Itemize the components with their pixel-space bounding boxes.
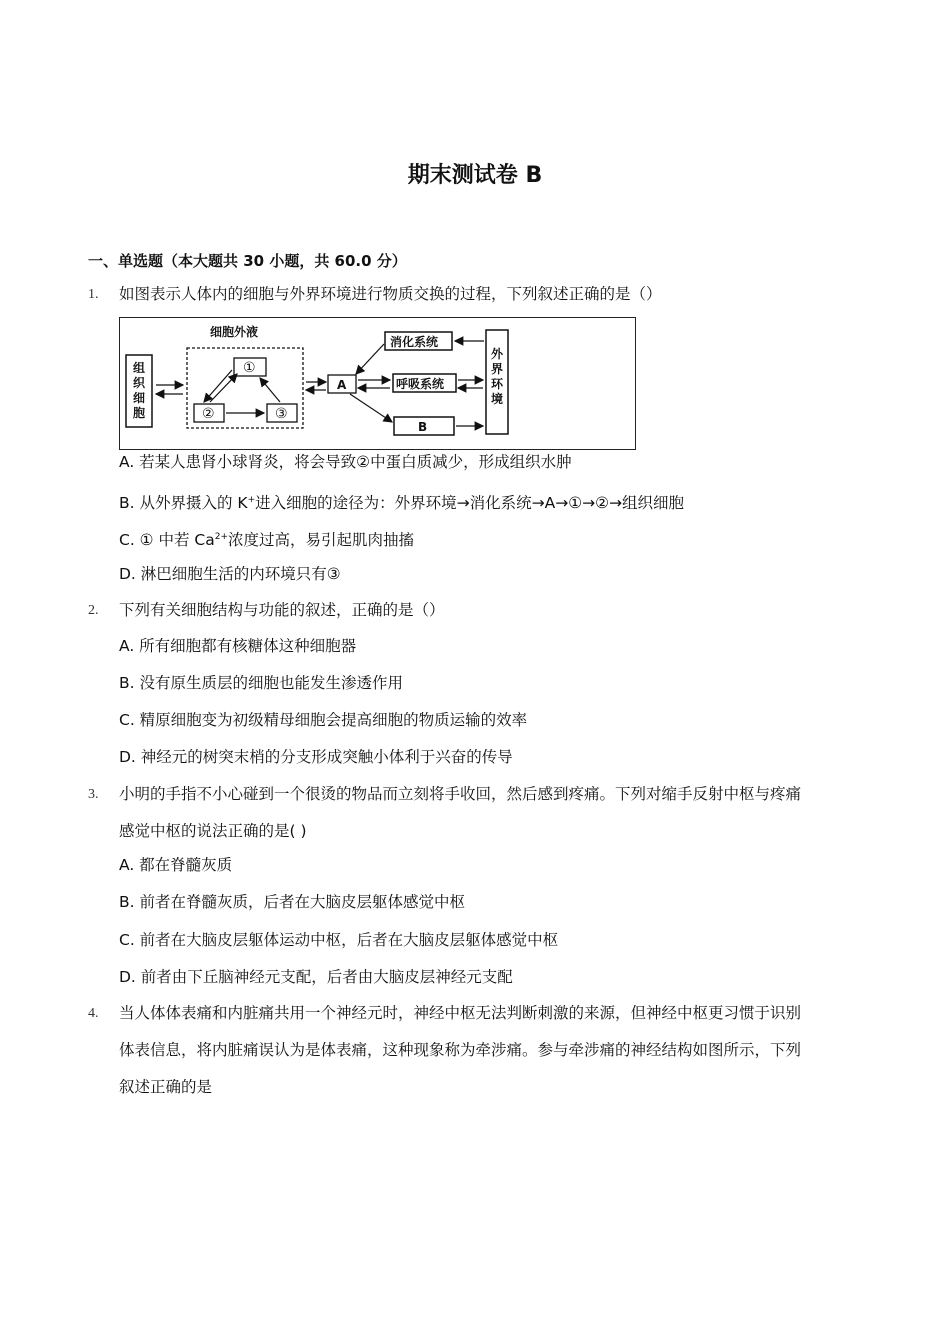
question-stem: 如图表示人体内的细胞与外界环境进行物质交换的过程，下列叙述正确的是（） xyxy=(119,285,662,303)
question-1 xyxy=(88,276,868,313)
question-stem-line-3: 叙述正确的是 xyxy=(119,1078,213,1096)
q3-option-b: B. 前者在脊髓灰质，后者在大脑皮层躯体感觉中枢 xyxy=(119,893,465,911)
svg-text:界: 界 xyxy=(491,362,504,376)
q1-option-c-pre: C. ① 中若 Ca xyxy=(119,531,215,550)
q2-option-b: B. 没有原生质层的细胞也能发生渗透作用 xyxy=(119,674,403,692)
node-b xyxy=(394,417,454,435)
q2-option-d: D. 神经元的树突末梢的分支形成突触小体利于兴奋的传导 xyxy=(119,748,513,766)
q2-option-c: C. 精原细胞变为初级精母细胞会提高细胞的物质运输的效率 xyxy=(119,711,528,729)
node-3 xyxy=(267,404,297,422)
svg-text:境: 境 xyxy=(491,392,504,406)
q3-option-d: D. 前者由下丘脑神经元支配，后者由大脑皮层神经元支配 xyxy=(119,968,513,986)
question-number: 4. xyxy=(88,1006,99,1021)
external-environment-box xyxy=(486,330,508,434)
q1-option-a: A. 若某人患肾小球肾炎，将会导致②中蛋白质减少，形成组织水肿 xyxy=(119,453,572,471)
node-2 xyxy=(194,404,224,422)
section-heading: 一、单选题（本大题共 30 小题，共 60.0 分） xyxy=(88,252,407,270)
q1-option-c-post: 浓度过高，易引起肌肉抽搐 xyxy=(228,531,415,550)
svg-text:细: 细 xyxy=(133,391,146,405)
question-stem-line-2: 体表信息，将内脏痛误认为是体表痛，这种现象称为牵涉痛。参与牵涉痛的神经结构如图所示，下列 xyxy=(119,1041,802,1059)
q3-option-c: C. 前者在大脑皮层躯体运动中枢，后者在大脑皮层躯体感觉中枢 xyxy=(119,931,559,949)
respiratory-system-box xyxy=(393,374,456,392)
svg-text:②: ② xyxy=(202,406,215,422)
svg-text:外: 外 xyxy=(491,347,504,361)
question-number: 3. xyxy=(88,787,99,802)
q1-option-c xyxy=(119,527,414,550)
svg-text:胞: 胞 xyxy=(133,406,146,420)
tissue-cell-box xyxy=(126,355,152,427)
q1-option-b-sup: + xyxy=(247,495,256,505)
node-1 xyxy=(234,358,266,376)
question-stem-line-1: 当人体体表痛和内脏痛共用一个神经元时，神经中枢无法判断刺激的来源，但神经中枢更习惯于识别 xyxy=(119,1004,802,1022)
q1-option-c-sup: 2+ xyxy=(214,532,229,542)
digestive-system-box xyxy=(385,332,452,350)
svg-text:③: ③ xyxy=(275,406,288,422)
svg-text:消化系统: 消化系统 xyxy=(390,335,439,349)
node-a xyxy=(328,375,356,393)
q1-option-b xyxy=(119,490,684,513)
svg-text:呼吸系统: 呼吸系统 xyxy=(396,377,445,391)
svg-text:①: ① xyxy=(243,360,256,376)
svg-text:织: 织 xyxy=(133,376,146,390)
q1-option-b-post: 进入细胞的途径为：外界环境→消化系统→A→①→②→组织细胞 xyxy=(255,494,684,513)
svg-text:环: 环 xyxy=(491,377,504,391)
question-3 xyxy=(88,776,868,850)
q3-option-a: A. 都在脊髓灰质 xyxy=(119,856,233,874)
svg-text:细胞外液: 细胞外液 xyxy=(210,325,259,339)
q1-option-d: D. 淋巴细胞生活的内环境只有③ xyxy=(119,565,341,583)
q2-option-a: A. 所有细胞都有核糖体这种细胞器 xyxy=(119,637,357,655)
question-number: 1. xyxy=(88,287,99,302)
question-stem: 下列有关细胞结构与功能的叙述，正确的是（） xyxy=(119,601,445,619)
question-number: 2. xyxy=(88,603,99,618)
svg-text:B: B xyxy=(418,420,428,434)
question-2 xyxy=(88,592,868,629)
question-4 xyxy=(88,995,868,1106)
svg-text:组: 组 xyxy=(133,361,146,375)
question-stem-line-2: 感觉中枢的说法正确的是( ) xyxy=(119,822,307,840)
exchange-diagram xyxy=(119,317,636,450)
question-stem-line-1: 小明的手指不小心碰到一个很烫的物品而立刻将手收回，然后感到疼痛。下列对缩手反射中枢与疼痛 xyxy=(119,785,802,803)
page-title: 期末测试卷 B xyxy=(407,163,543,188)
q1-option-b-pre: B. 从外界摄入的 K xyxy=(119,494,248,513)
svg-text:A: A xyxy=(337,378,347,392)
